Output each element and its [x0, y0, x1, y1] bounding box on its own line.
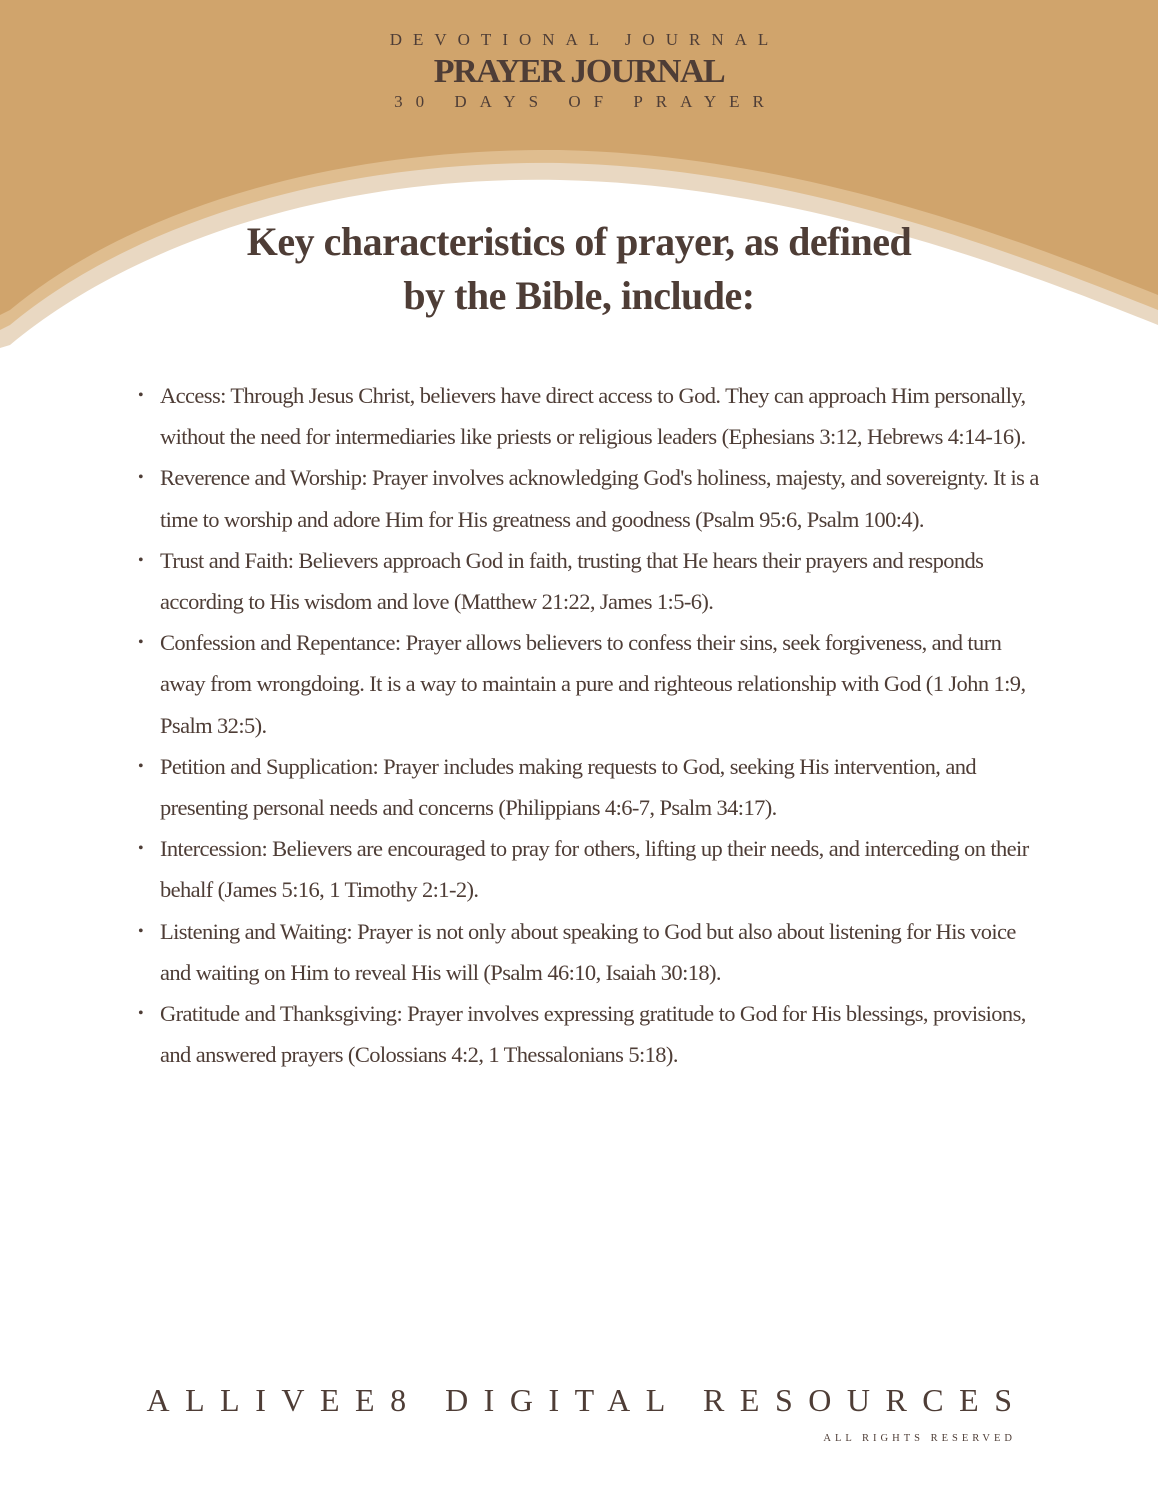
bullet-icon: • — [138, 757, 144, 775]
journal-title: PRAYER JOURNAL — [433, 53, 725, 90]
footer-brand: ALLIVEE8 DIGITAL RESOURCES — [146, 1382, 1028, 1418]
bullet-icon: • — [138, 551, 144, 569]
bullet-icon: • — [138, 387, 144, 404]
page-heading — [0, 215, 1158, 323]
list-item-text: Confession and Repentance: Prayer allows believers to confess their sins, seek forgiveness, and turn away from wrongdoing. It is a way to maintain a pure and righteous relationship with God (1 John 1:9, Psalm 32:5). — [160, 630, 1026, 738]
bullet-icon: • — [138, 922, 144, 940]
list-item-text: Intercession: Believers are encouraged to pray for others, lifting up their needs, and interceding on their behalf (James 5:16, 1 Timothy 2:1-2). — [160, 836, 1029, 903]
journal-subtitle: 30 DAYS OF PRAYER — [394, 92, 777, 111]
list-item — [138, 746, 1040, 828]
journal-brand-block — [0, 30, 1158, 112]
heading-line-2: by the Bible, include: — [403, 273, 755, 318]
list-item — [138, 622, 1040, 746]
list-item-text: Trust and Faith: Believers approach God in faith, trusting that He hears their prayers and responds according to His wisdom and love (Matthew 21:22, James 1:5-6). — [160, 547, 984, 615]
bullet-icon: • — [138, 1005, 144, 1023]
bullet-icon: • — [138, 469, 144, 487]
eyebrow-label: DEVOTIONAL JOURNAL — [389, 30, 780, 49]
bullet-icon: • — [138, 634, 144, 652]
heading-line-1: Key characteristics of prayer, as defined — [246, 219, 912, 264]
list-item-text: Access: Through Jesus Christ, believers have direct access to God. They can approach Him personally, without the need for intermediaries like priests or religious leaders (Ephesians 3:12, Hebrews 4:14-16). — [160, 383, 1026, 450]
list-item — [138, 993, 1040, 1075]
list-item — [138, 911, 1040, 993]
list-item — [138, 540, 1040, 622]
characteristics-list — [138, 375, 1040, 1075]
list-item — [138, 457, 1040, 539]
list-item-text: Gratitude and Thanksgiving: Prayer involves expressing gratitude to God for His blessings, provisions, and answered prayers (Colossians 4:2, 1 Thessalonians 5:18). — [160, 1001, 1026, 1068]
bullet-icon: • — [138, 840, 144, 858]
list-item-text: Listening and Waiting: Prayer is not only about speaking to God but also about listening for His voice and waiting on Him to reveal His will (Psalm 46:10, Isaiah 30:18). — [160, 918, 1016, 985]
list-item-text: Petition and Supplication: Prayer includes making requests to God, seeking His intervention, and presenting personal needs and concerns (Philippians 4:6-7, Psalm 34:17). — [160, 753, 977, 821]
list-item-text: Reverence and Worship: Prayer involves acknowledging God's holiness, majesty, and sovereignty. It is a time to worship and adore Him for His greatness and goodness (Psalm 95:6, Psalm 100:4). — [160, 465, 1039, 532]
list-item — [138, 828, 1040, 910]
rights-reserved: ALL RIGHTS RESERVED — [823, 1433, 1016, 1444]
list-item — [138, 375, 1040, 457]
